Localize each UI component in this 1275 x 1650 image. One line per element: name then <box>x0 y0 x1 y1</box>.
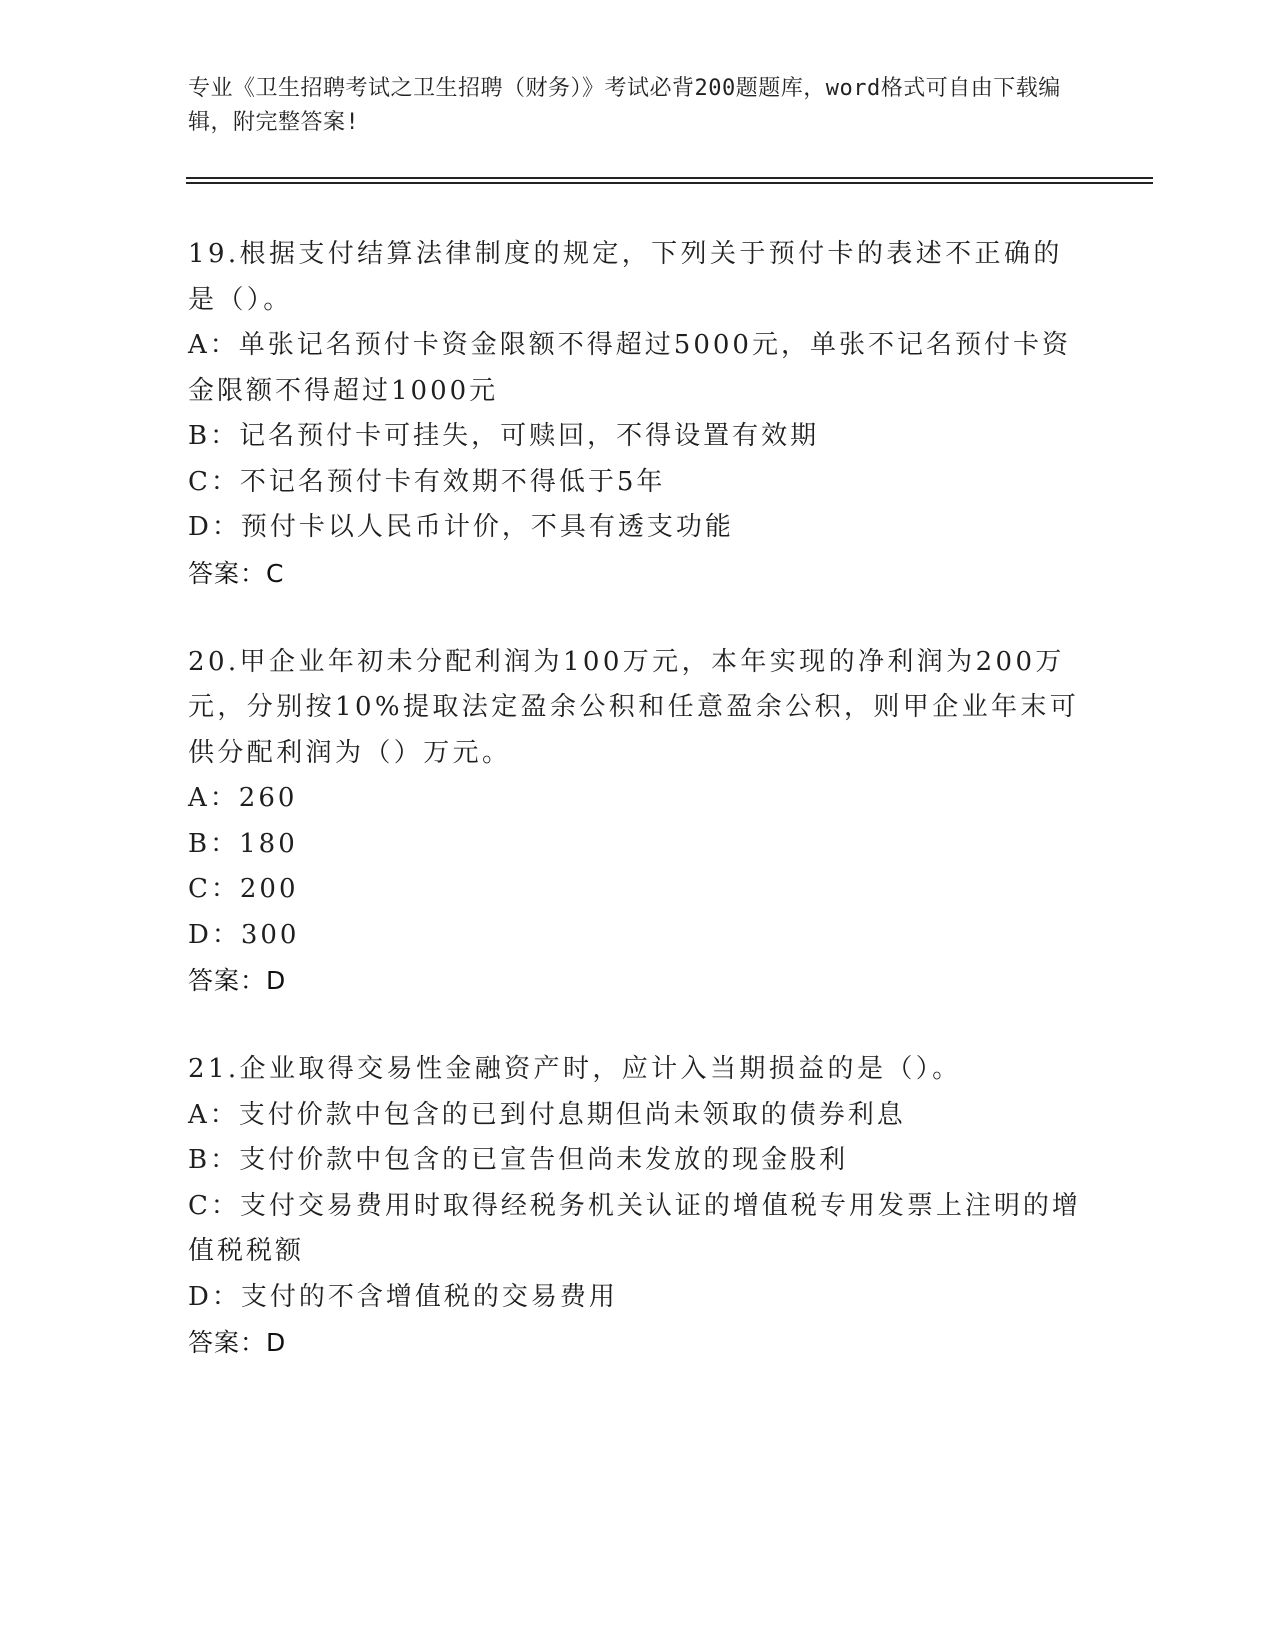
document-header: 专业《卫生招聘考试之卫生招聘（财务）》考试必背200题题库，word格式可自由下载编辑，附完整答案! <box>188 76 1061 135</box>
option-c: C：不记名预付卡有效期不得低于5年 <box>188 466 666 497</box>
option-b: B：支付价款中包含的已宣告但尚未发放的现金股利 <box>188 1145 849 1175</box>
option-d: D：支付的不含增值税的交易费用 <box>188 1281 618 1312</box>
option-d: D：预付卡以人民币计价，不具有透支功能 <box>188 512 734 542</box>
option-b: B：记名预付卡可挂失，可赎回，不得设置有效期 <box>188 421 820 451</box>
option-a: A：单张记名预付卡资金限额不得超过5000元，单张不记名预付卡资金限额不得超过1000元 <box>188 330 1071 406</box>
question-19 <box>188 232 1088 596</box>
question-21 <box>188 1047 1088 1365</box>
option-d: D：300 <box>188 919 300 950</box>
question-list <box>188 232 1088 1409</box>
question-text: 20.甲企业年初未分配利润为100万元，本年实现的净利润为200万元，分别按10%提取法定盈余公积和任意盈余公积，则甲企业年末可供分配利润为（）万元。 <box>188 646 1080 768</box>
option-a: A：260 <box>188 783 298 813</box>
question-text: 19.根据支付结算法律制度的规定，下列关于预付卡的表述不正确的是（）。 <box>188 239 1063 315</box>
question-20 <box>188 640 1088 1004</box>
answer: 答案：D <box>188 966 287 995</box>
header-rule-bottom <box>186 182 1153 184</box>
option-c: C：支付交易费用时取得经税务机关认证的增值税专用发票上注明的增值税税额 <box>188 1190 1081 1266</box>
answer: 答案：D <box>188 1328 287 1357</box>
option-b: B：180 <box>188 828 298 859</box>
option-c: C：200 <box>188 874 299 904</box>
header-rule-top <box>186 177 1153 179</box>
option-a: A：支付价款中包含的已到付息期但尚未领取的债券利息 <box>188 1099 906 1130</box>
answer: 答案：C <box>188 558 285 588</box>
question-text: 21.企业取得交易性金融资产时，应计入当期损益的是（）。 <box>188 1054 962 1084</box>
